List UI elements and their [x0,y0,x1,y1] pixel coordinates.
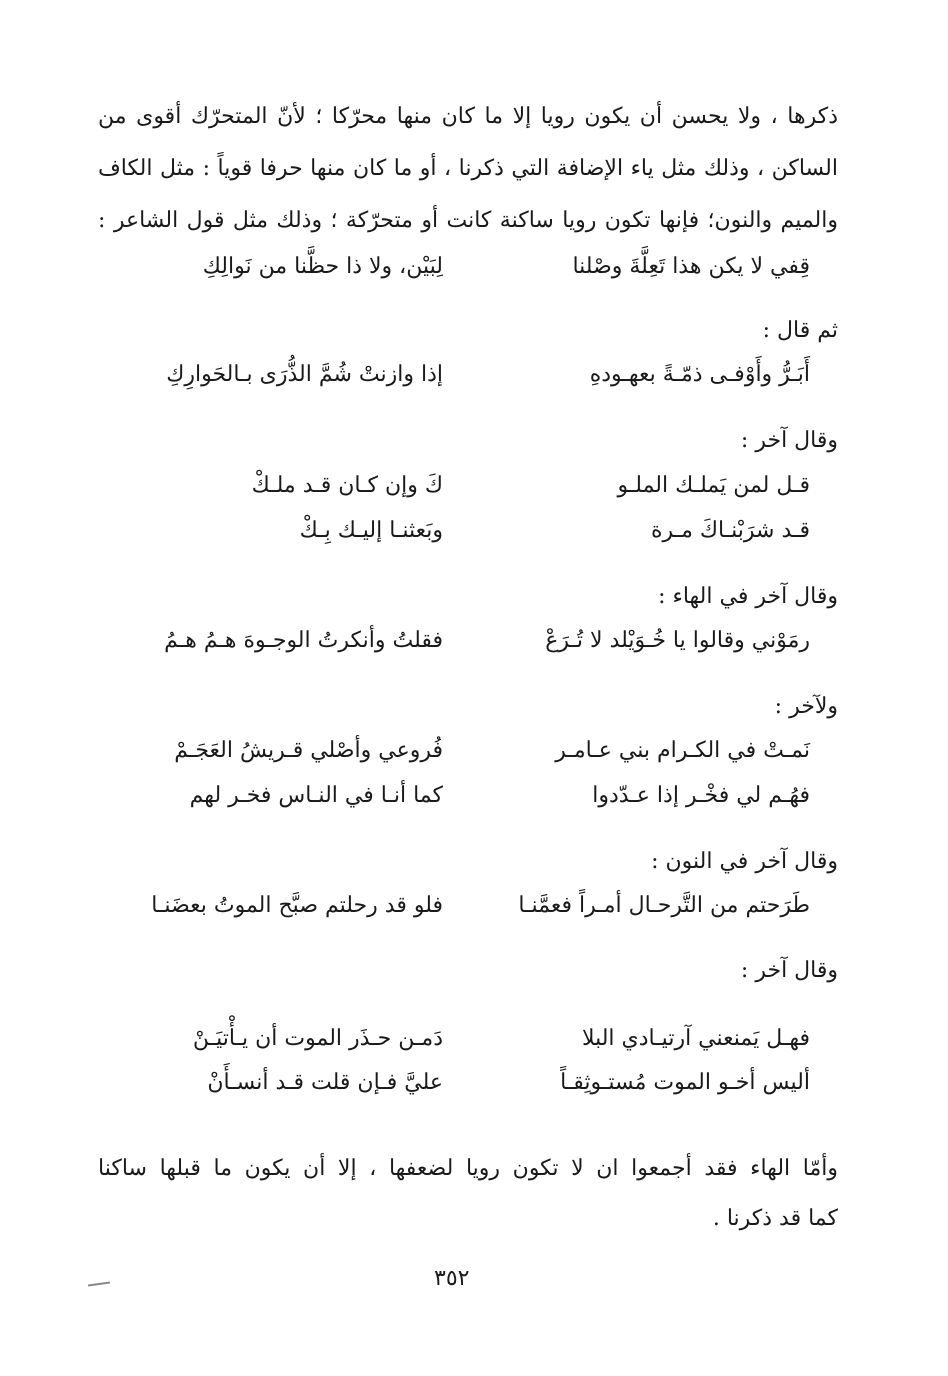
label-li-akhar: ولآخر : [774,694,838,719]
page-number: ٣٥٢ [434,1266,470,1291]
prose-line-2: الساكن ، وذلك مثل ياء الإضافة التي ذكرنا ، أو ما كان منها حرفا قوياً : مثل الكاف [98,156,838,181]
verse-akhar2-line1-second: دَمـن حـذَر الموت أن يـأْتيَـنْ [192,1026,443,1051]
verse-akhar1-line1-first: قـل لمن يَملـك الملـو [617,473,810,498]
verse-nun-second-hemistich: فلو قد رحلتم صبَّح الموتُ بعضَنـا [151,893,443,918]
verse-akhar2-line1-first: فهـل يَمنعني آرتيـادي البلا [581,1026,810,1051]
verse-akhar2-line2-first: أليس أخـو الموت مُستـوثِقـاً [560,1070,810,1095]
label-qala-akhar-nun: وقال آخر في النون : [651,849,838,874]
verse-akhar2-line2-second: عليَّ فـإن قلت قـد أنسـأَنْ [207,1070,443,1095]
closing-line-2: كما قد ذكرنا . [712,1206,838,1231]
verse-ha-first-hemistich: رمَوْني وقالوا يا خُـوَيْلد لا تُـرَعْ [545,628,810,653]
verse-akhar1-line1-second: كَ وإن كـان قـد ملـكْ [251,473,443,498]
verse-thumma-first-hemistich: أَبَـرُّ وأَوْفـى ذمّـةً بعهـودهِ [589,362,810,387]
verse-intro-second-hemistich: لِبَيْن، ولا ذا حظَّنا من نَوالِكِ [202,254,443,279]
verse-liakhar-line2-first: فهُـم لي فخْـر إذا عـدّدوا [592,783,810,808]
label-qala-akhar-1: وقال آخر : [740,428,838,453]
verse-ha-second-hemistich: فقلتُ وأنكرتُ الوجـوهَ هـمُ هـمُ [164,628,443,653]
label-qala-akhar-ha: وقال آخر في الهاء : [658,584,838,609]
prose-line-3: والميم والنون؛ فإنها تكون رويا ساكنة كانت أو متحرّكة ؛ وذلك مثل قول الشاعر : [98,208,838,233]
label-qala-akhar-2: وقال آخر : [740,958,838,983]
prose-line-1: ذكرها ، ولا يحسن أن يكون رويا إلا ما كان منها محرّكا ؛ لأنّ المتحرّك أقوى من [98,104,838,129]
closing-line-1: وأمّا الهاء فقد أجمعوا ان لا تكون رويا لضعفها ، إلا أن يكون ما قبلها ساكنا [98,1156,838,1181]
verse-liakhar-line1-first: نَمـتْ في الكـرام بني عـامـر [555,738,810,763]
verse-thumma-second-hemistich: إذا وازنتْ شُمَّ الذُّرَى بـالحَوارِكِ [166,362,443,387]
verse-nun-first-hemistich: طَرَحتم من التَّرحـال أمـراً فعمَّنـا [518,893,810,918]
label-thumma-qala: ثم قال : [762,318,838,343]
verse-liakhar-line2-second: كما أنـا في النـاس فخـر لهم [189,783,443,808]
stray-mark [88,1281,110,1286]
verse-intro-first-hemistich: قِفي لا يكن هذا تَعِلَّةَ وصْلنا [572,254,810,279]
verse-liakhar-line1-second: فُروعي وأصْلي قـريشُ العَجَـمْ [174,738,443,763]
verse-akhar1-line2-first: قـد شرَبْنـاكَ مـرة [650,518,810,543]
verse-akhar1-line2-second: وبَعثنـا إليـك بِـكْ [299,518,443,543]
